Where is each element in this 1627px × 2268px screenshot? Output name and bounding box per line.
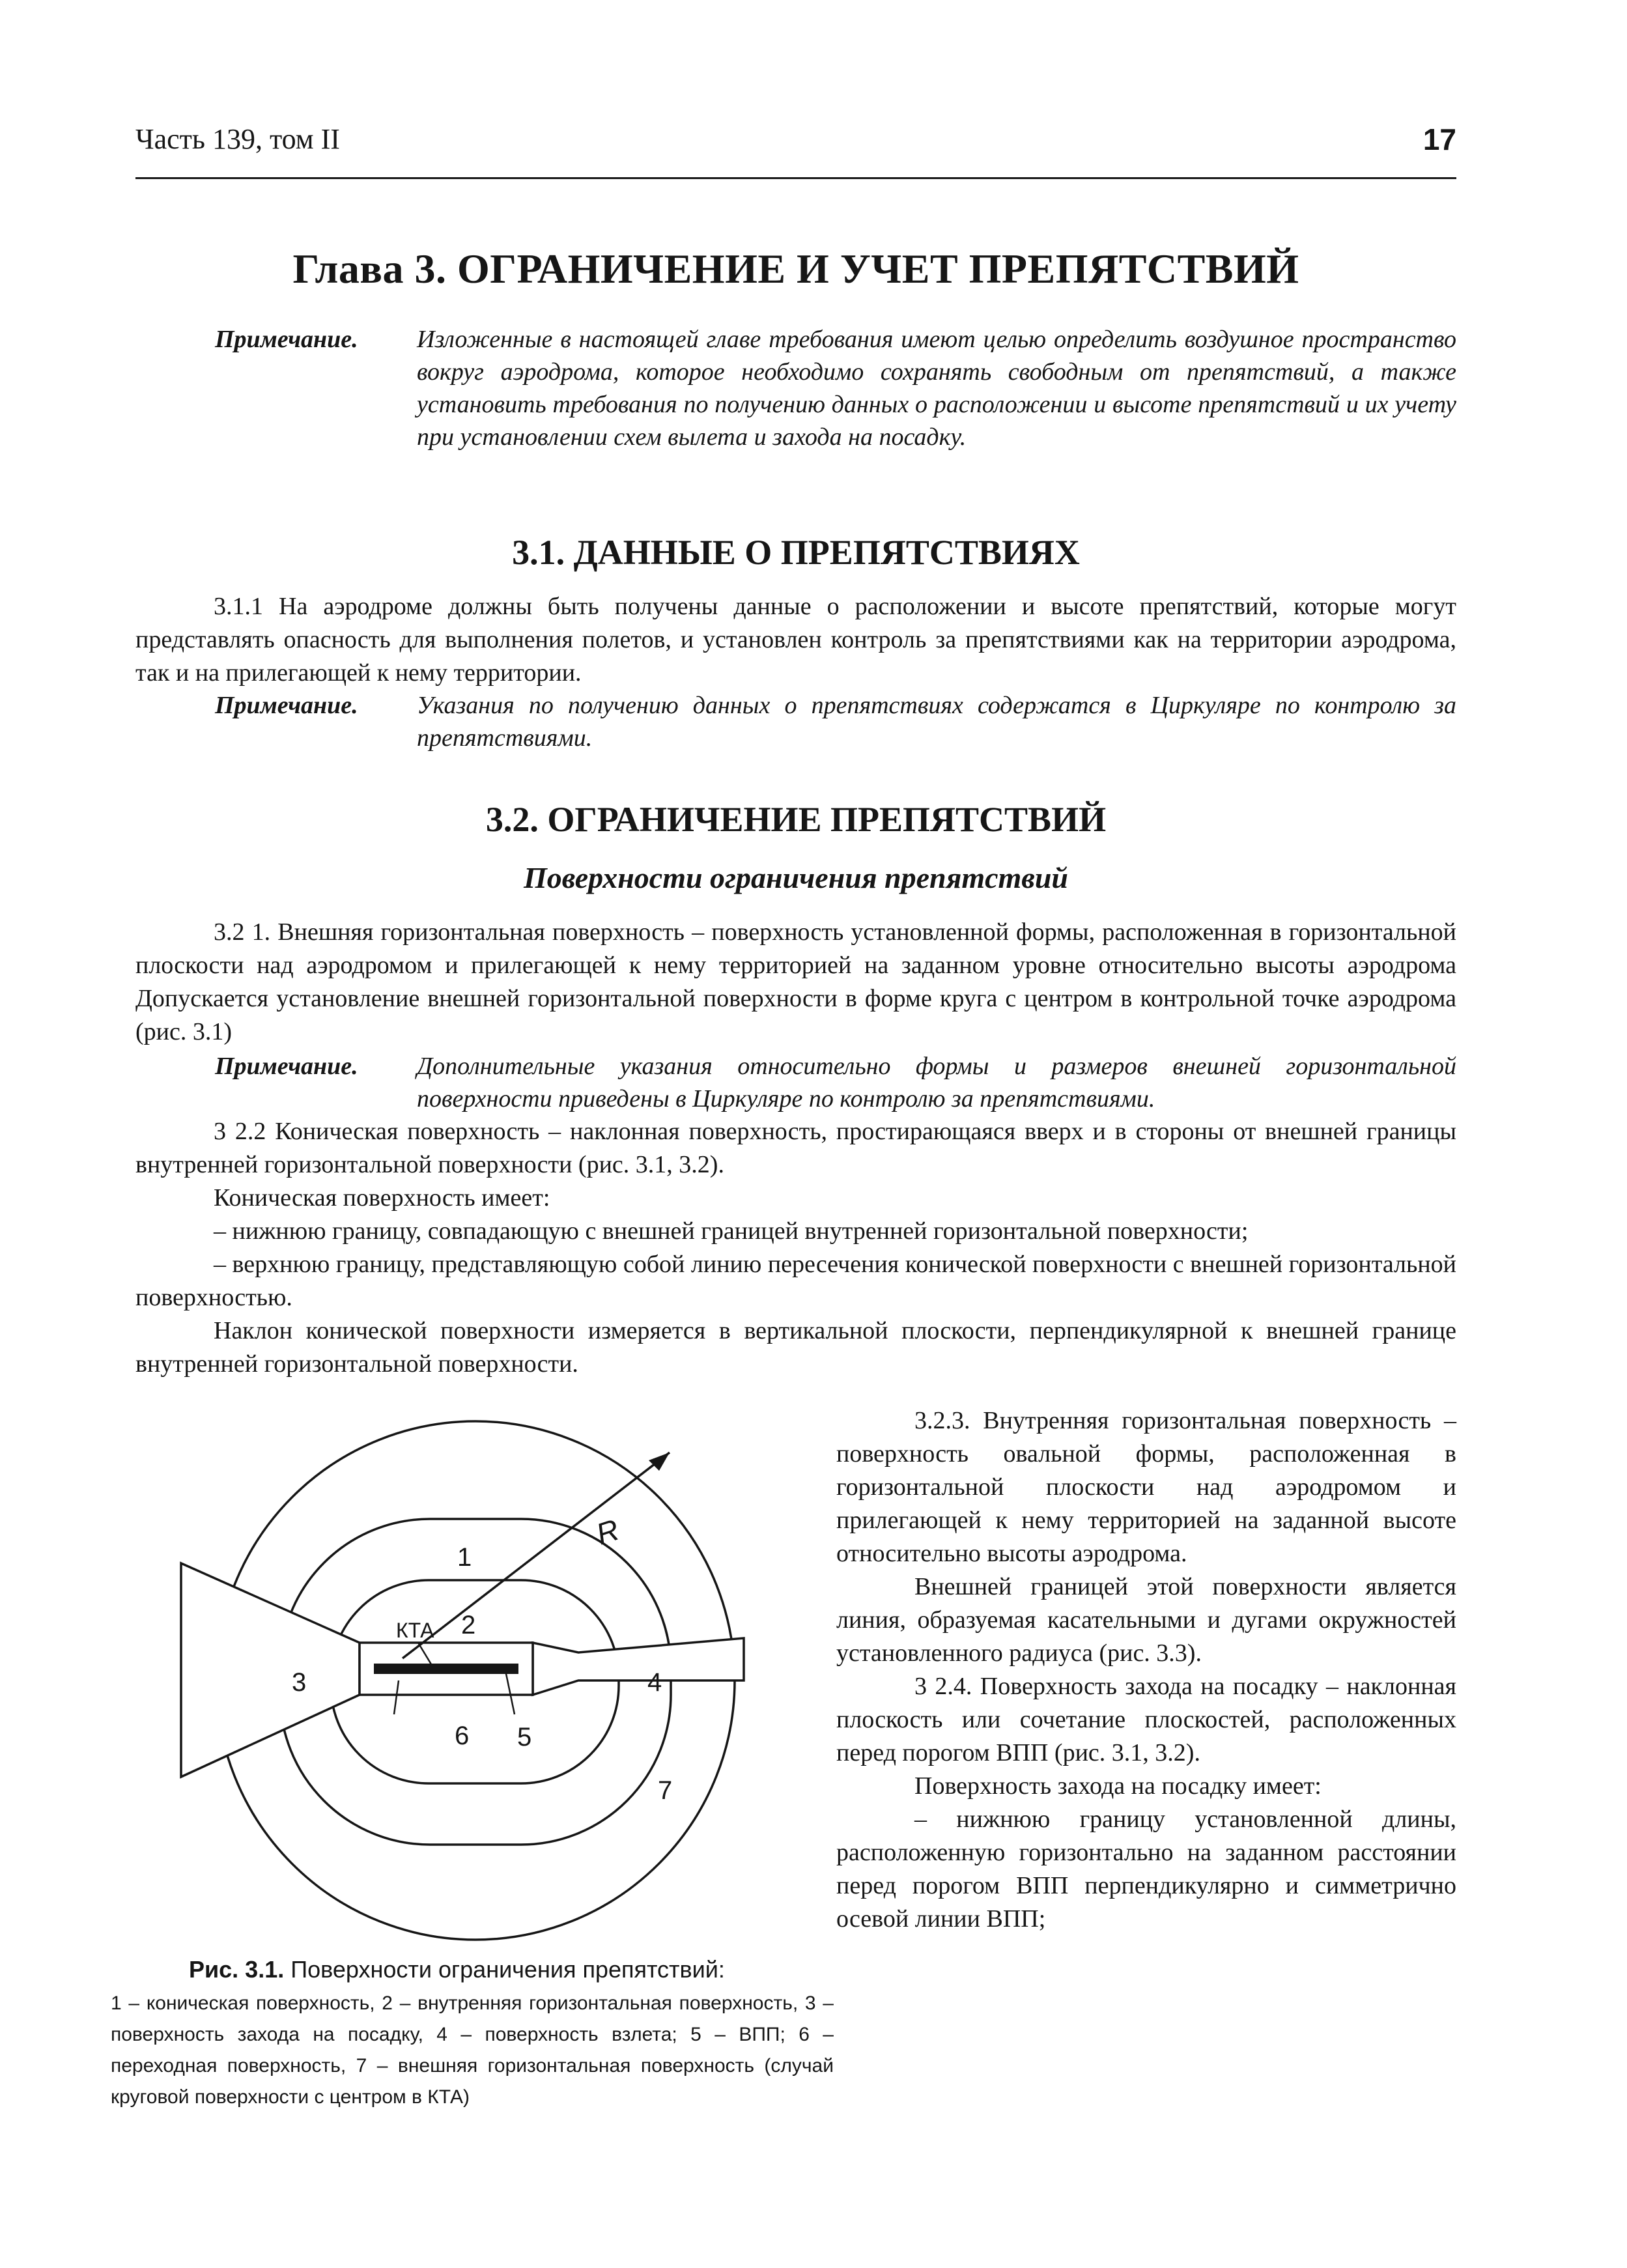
caption-heading bbox=[189, 1951, 834, 1988]
note-text: Указания по получению данных о препятствиях содержатся в Циркуляре по контролю за препятствиями. bbox=[417, 692, 1456, 752]
label-3: 3 bbox=[292, 1668, 307, 1697]
section-3-2-body-right bbox=[836, 1404, 1456, 1936]
note-text: Дополнительные указания относительно формы и размеров внешней горизонтальной поверхности приведены в Циркуляре по контролю за препятствиями. bbox=[417, 1053, 1456, 1113]
runway-bar bbox=[374, 1664, 518, 1674]
figure-caption bbox=[111, 1951, 834, 2113]
paragraph-approach-has: Поверхность захода на посадку имеет: bbox=[914, 1772, 1322, 1800]
note-label: Примечание. bbox=[215, 1053, 358, 1080]
section-3-1-title: 3.1. ДАННЫЕ О ПРЕПЯТСТВИЯХ bbox=[512, 533, 1080, 572]
paragraph-3-2-2: 3 2.2 Коническая поверхность – наклонная поверхность, простирающаяся вверх и в стороны от внешней границы внутренней горизонтальной поверхности (рис. 3.1, 3.2). bbox=[135, 1118, 1456, 1178]
header-divider bbox=[135, 177, 1456, 179]
note-label: Примечание. bbox=[215, 326, 358, 353]
label-4: 4 bbox=[647, 1668, 662, 1697]
radius-arrowhead bbox=[649, 1453, 670, 1471]
page-number: 17 bbox=[1422, 122, 1456, 156]
section-3-2-body-top bbox=[135, 916, 1456, 1049]
paragraph-3-2-3: 3.2.3. Внутренняя горизонтальная поверхность – поверхность овальной формы, расположенная в горизонтальной плоскости над аэродромом и прилегающей к нему территорией на заданной высоте относительно высоты аэродрома. bbox=[836, 1407, 1456, 1567]
label-r: R bbox=[592, 1512, 623, 1552]
paragraph-slope: Наклон конической поверхности измеряется в вертикальной плоскости, перпендикулярной к внешней границе внутренней горизонтальной поверхности. bbox=[135, 1317, 1456, 1378]
paragraph-lower-boundary: – нижнюю границу, совпадающую с внешней границей внутренней горизонтальной поверхности; bbox=[214, 1217, 1249, 1245]
paragraph-3-2-4: 3 2.4. Поверхность захода на посадку – наклонная плоскость или сочетание плоскостей, расположенных перед порогом ВПП (рис. 3.1, 3.2). bbox=[836, 1673, 1456, 1766]
paragraph-conical-has: Коническая поверхность имеет: bbox=[214, 1184, 550, 1212]
label-5: 5 bbox=[517, 1723, 532, 1751]
paragraph-upper-boundary: – верхнюю границу, представляющую собой линию пересечения конической поверхности с внешней горизонтальной поверхностью. bbox=[135, 1251, 1456, 1311]
section-3-1-note bbox=[215, 689, 1456, 754]
part-volume-label: Часть 139, том II bbox=[135, 123, 340, 155]
section-3-2-body-middle bbox=[135, 1115, 1456, 1381]
caption-label: Рис. 3.1. bbox=[189, 1956, 285, 1983]
caption-text: 1 – коническая поверхность, 2 – внутренняя горизонтальная поверхность, 3 – поверхность захода на посадку, 4 – поверхность взлета; 5 – ВПП; 6 – переходная поверхность, 7 – внешняя горизонтальная поверхность (случай круговой поверхности с центром в КТА) bbox=[111, 1992, 834, 2108]
label-2: 2 bbox=[461, 1611, 476, 1639]
note-text: Изложенные в настоящей главе требования имеют целью определить воздушное пространство вокруг аэродрома, которое необходимо сохранять свободным от препятствий, а также установить требования по получению данных о расположении и высоте препятствий и их учету при установлении схем вылета и захода на посадку. bbox=[417, 326, 1456, 451]
paragraph-3-2-1: 3.2 1. Внешняя горизонтальная поверхность – поверхность установленной формы, расположенная в горизонтальной плоскости над аэродромом и прилегающей к нему территорией на заданном уровне относительно высоты аэродрома Допускается установление внешней горизонтальной поверхности в форме круга с центром в контрольной точке аэродрома (рис. 3.1) bbox=[135, 918, 1456, 1045]
chapter-title: Глава 3. ОГРАНИЧЕНИЕ И УЧЕТ ПРЕПЯТСТВИЙ bbox=[292, 246, 1299, 292]
paragraph-3-1-1: 3.1.1 На аэродроме должны быть получены данные о расположении и высоте препятствий, которые могут представлять опасность для выполнения полетов, и установлен контроль за препятствиями как на территории аэродрома, так и на прилегающей к нему территории. bbox=[135, 593, 1456, 687]
obstacle-surfaces-diagram bbox=[176, 1374, 775, 1948]
label-7: 7 bbox=[658, 1776, 673, 1805]
section-3-2-title: 3.2. ОГРАНИЧЕНИЕ ПРЕПЯТСТВИЙ bbox=[485, 800, 1107, 839]
section-3-1-body bbox=[135, 590, 1456, 690]
note-label: Примечание. bbox=[215, 692, 358, 719]
radius-line bbox=[403, 1453, 670, 1658]
label-1: 1 bbox=[457, 1543, 472, 1572]
takeoff-surface-shape bbox=[533, 1638, 744, 1695]
label-kta: КТА bbox=[396, 1619, 434, 1642]
label-6: 6 bbox=[455, 1722, 470, 1750]
section-3-2-note bbox=[215, 1050, 1456, 1115]
approach-surface-shape bbox=[181, 1563, 360, 1777]
chapter-note bbox=[215, 323, 1456, 453]
subsection-title: Поверхности ограничения препятствий bbox=[523, 861, 1069, 894]
running-header bbox=[135, 116, 1456, 163]
paragraph-inner-boundary: Внешней границей этой поверхности является линия, образуемая касательными и дугами окружностей установленного радиуса (рис. 3.3). bbox=[836, 1573, 1456, 1667]
paragraph-approach-lower: – нижнюю границу установленной длины, расположенную горизонтально на заданном расстоянии перед порогом ВПП перпендикулярно и симметрично осевой линии ВПП; bbox=[836, 1806, 1456, 1933]
caption-title: Поверхности ограничения препятствий: bbox=[290, 1956, 725, 1983]
figure-3-1 bbox=[176, 1374, 775, 1948]
